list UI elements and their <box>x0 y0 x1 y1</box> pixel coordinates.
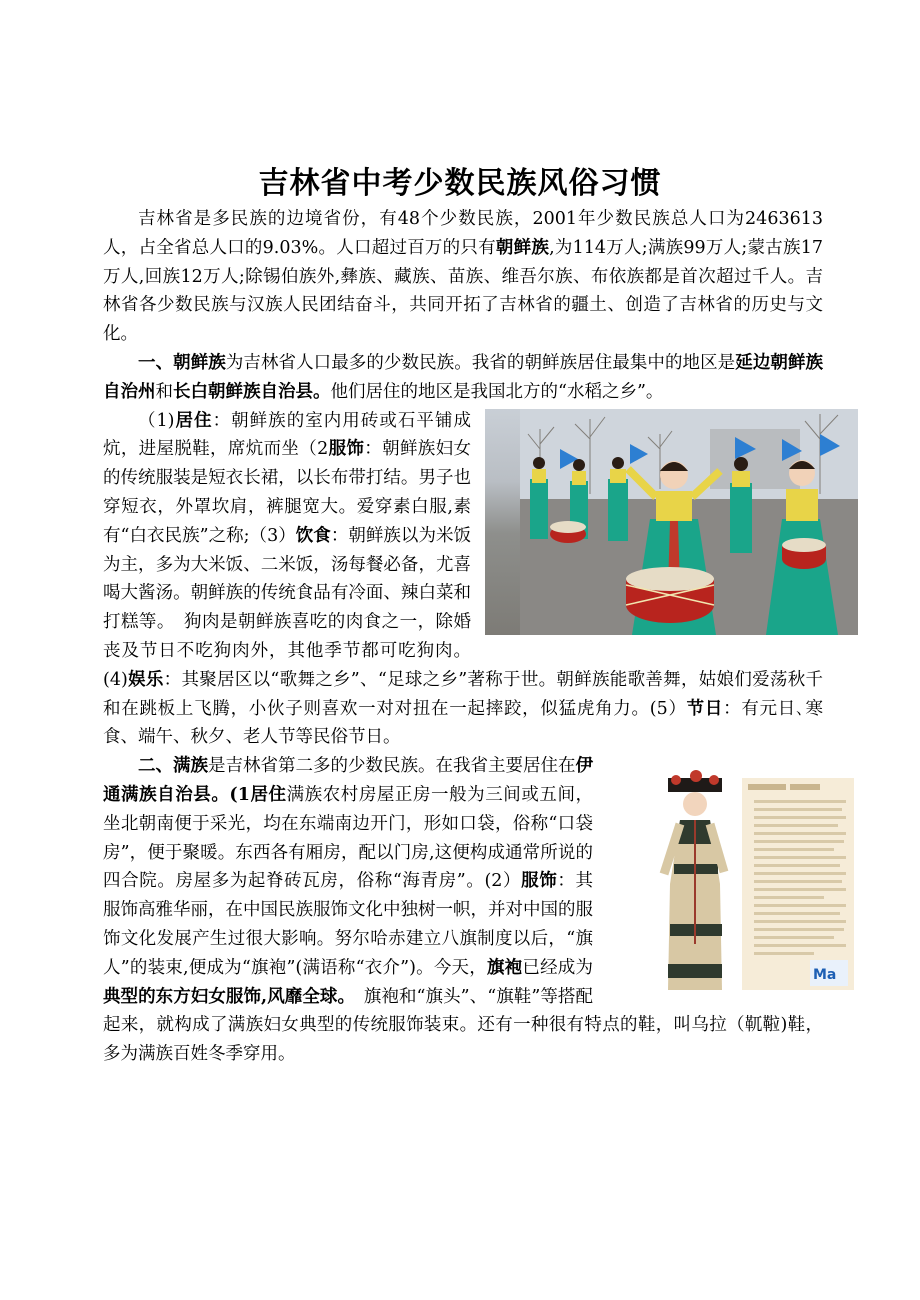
section1-name: 朝鲜族 <box>173 352 226 373</box>
section2-text-b: 已经成为 <box>522 957 594 978</box>
item5-text: ：有元日､寒食、端午、秋夕、老人节等民俗节日。 <box>103 698 824 748</box>
item1-text: ：朝鲜族的室内用砖或石平铺成炕，进屋脱鞋，席炕而坐（2 <box>103 410 471 460</box>
section1-place-b: 长白朝鲜族自治县。 <box>173 381 331 402</box>
item2-heading: 服饰 <box>328 439 365 460</box>
document-body <box>103 205 837 1069</box>
section1-place-a: 延边朝鲜族自治州 <box>103 352 824 402</box>
intro-rest: ,为114万人;满族99万人;蒙古族17万人,回族12万人;除锡伯族外,彝族、藏族、苗族、维吾尔族、布依族都是首次超过千人。吉林省各少数民族与汉族人民团结奋斗，共同开拓了吉林省的疆土、创造了吉林省的历史与文化。 <box>103 237 824 345</box>
manchu-paragraph <box>103 752 837 1069</box>
section2-item1-number: (1 <box>229 784 250 805</box>
section1-text-b: 他们居住的地区是我国北方的“水稻之乡”。 <box>330 381 664 402</box>
item2-text: ：朝鲜族妇女的传统服装是短衣长裙，以长布带打结。男子也穿短衣，外罩坎肩，裤腿宽大。爱穿素白服,素有“白衣民族”之称;（3） <box>103 439 471 546</box>
item5-heading: 节日 <box>686 698 724 719</box>
intro-paragraph <box>103 205 823 349</box>
korean-section-heading <box>103 349 823 407</box>
section2-text-c: 旗袍和“旗头”、“旗鞋”等搭配起来，就构成了满族妇女典型的传统服饰装束。还有一种很有特点的鞋，叫乌拉（靰鞡)鞋，多为满族百姓冬季穿用。 <box>103 986 823 1065</box>
item1-number: （1) <box>138 410 175 431</box>
korean-dancers-illustration <box>520 409 858 635</box>
manchu-costume-illustration <box>650 764 858 1000</box>
intro-bold: 朝鲜族 <box>495 237 550 258</box>
section1-text-a: 为吉林省人口最多的少数民族。我省的朝鲜族居住最集中的地区是 <box>225 352 736 373</box>
manchu-costume-photo <box>615 764 837 1000</box>
section2-text-a: 是吉林省第二多的少数民族。在我省主要居住在 <box>208 756 576 777</box>
section1-number: 一、 <box>138 352 174 373</box>
korean-dancers-photo <box>485 409 823 635</box>
section2-item1-text: 满族农村房屋正房一般为三间或五间，坐北朝南便于采光，均在东端南边开门，形如口袋，俗称“口袋房”，便于聚暖。东西各有厢房，配以门房,这便构成通常所说的四合院。房屋多为起脊砖瓦房，俗称“海青房”。(2） <box>103 784 594 892</box>
section2-number: 二、 <box>138 756 173 777</box>
page-title: 吉林省中考少数民族风俗习惯 <box>258 166 662 201</box>
section2-item2-heading: 服饰 <box>521 871 558 892</box>
section2-item1-heading: 居住 <box>249 784 287 805</box>
section2-name: 满族 <box>173 756 208 777</box>
section1-and: 和 <box>155 381 173 402</box>
item4-text: ：其聚居区以“歌舞之乡”、“足球之乡”著称于世。朝鲜族能歌善舞，姑娘们爱荡秋千和在跳板上飞腾，小伙子则喜欢一对对扭在一起摔跤，似猛虎角力。(5） <box>103 669 823 719</box>
section2-item2-text: ：其服饰高雅华丽，在中国民族服饰文化中独树一帜，并对中国的服饰文化发展产生过很大影响。努尔哈赤建立八旗制度以后，“旗人”的装束,便成为“旗袍”(满语称“衣介”)。今天， <box>103 871 594 978</box>
item3-heading: 饮食 <box>295 525 331 546</box>
item4-heading: 娱乐 <box>127 669 164 690</box>
section2-typical-bold: 典型的东方妇女服饰,风靡全球。 <box>103 986 347 1007</box>
item1-heading: 居住 <box>174 410 213 431</box>
manchu-photo-logo: Ma <box>813 967 837 984</box>
korean-customs-paragraph <box>103 407 823 753</box>
item3-text: ：朝鲜族以为米饭为主，多为大米饭、二米饭，汤每餐必备，尤喜喝大酱汤。朝鲜族的传统食品有冷面、辣白菜和打糕等。 狗肉是朝鲜族喜吃的肉食之一，除婚丧及节日不吃狗肉外，其他季节都可吃狗肉。(4) <box>103 525 472 690</box>
section2-qipao-bold: 旗袍 <box>486 957 523 978</box>
intro-text: 吉林省是多民族的边境省份，有48个少数民族，2001年少数民族总人口为2463613人，占全省总人口的9.03%。人口超过百万的只有 <box>103 209 823 258</box>
section2-place: 伊通满族自治县。 <box>103 756 593 805</box>
